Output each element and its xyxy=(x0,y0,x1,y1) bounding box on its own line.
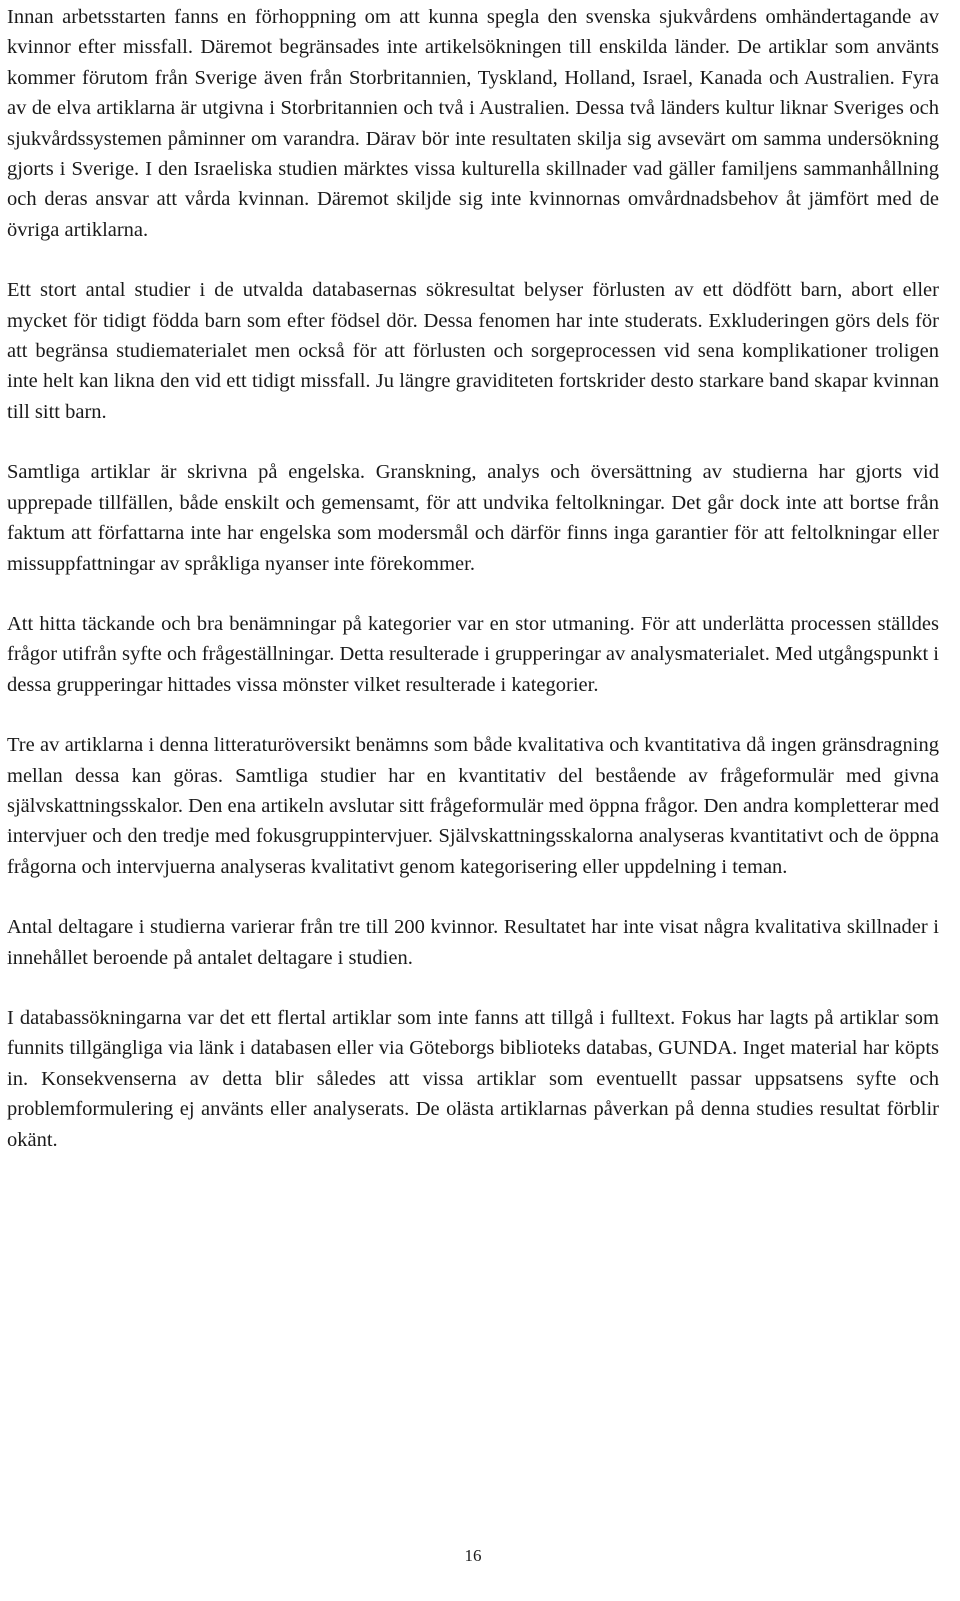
paragraph: Samtliga artiklar är skrivna på engelska. Granskning, analys och översättning av studierna har gjorts vid upprepade tillfällen, både enskilt och gemensamt, för att undvika feltolkningar. Det går dock inte att bortse från faktum att författarna inte har engelska som modersmål och därför finns inga garantier för att feltolkningar eller missuppfattningar av språkliga nyanser inte förekommer. xyxy=(7,461,939,575)
paragraph: Innan arbetsstarten fanns en förhoppning om att kunna spegla den svenska sjukvårdens omhändertagande av kvinnor efter missfall. Däremot begränsades inte artikelsökningen till enskilda länder. De artiklar som använts kommer förutom från Sverige även från Storbritannien, Tyskland, Holland, Israel, Kanada och Australien. Fyra av de elva artiklarna är utgivna i Storbritannien och två i Australien. Dessa två länders kultur liknar Sveriges och sjukvårdssystemen påminner om varandra. Därav bör inte resultaten skilja sig avsevärt om samma undersökning gjorts i Sverige. I den Israeliska studien märktes vissa kulturella skillnader vad gäller familjens sammanhållning och deras ansvar att vårda kvinnan. Däremot skiljde sig inte kvinnornas omvårdnadsbehov åt jämfört med de övriga artiklarna. xyxy=(7,6,939,241)
page-number: 16 xyxy=(464,1546,482,1565)
paragraph: Ett stort antal studier i de utvalda databasernas sökresultat belyser förlusten av ett dödfött barn, abort eller mycket för tidigt födda barn som efter födsel dör. Dessa fenomen har inte studerats. Exkluderingen görs dels för att begränsa studiematerialet men också för att förlusten och sorgeprocessen vid sena komplikationer troligen inte helt kan likna den vid ett tidigt missfall. Ju längre graviditeten fortskrider desto starkare band skapar kvinnan till sitt barn. xyxy=(7,279,939,423)
paragraph: Att hitta täckande och bra benämningar på kategorier var en stor utmaning. För att underlätta processen ställdes frågor utifrån syfte och frågeställningar. Detta resulterade i grupperingar av analysmaterialet. Med utgångspunkt i dessa grupperingar hittades vissa mönster vilket resulterade i kategorier. xyxy=(7,612,939,696)
body-text xyxy=(7,0,939,1155)
paragraph: I databassökningarna var det ett flertal artiklar som inte fanns att tillgå i fulltext. Fokus har lagts på artiklar som funnits tillgängliga via länk i databasen eller via Göteborgs biblioteks databas, GUNDA. Inget material har köpts in. Konsekvenserna av detta blir således att vissa artiklar som eventuellt passar uppsatsens syfte och problemformulering ej använts eller analyserats. De olästa artiklarnas påverkan på denna studies resultat förblir okänt. xyxy=(7,1006,939,1151)
document-page xyxy=(7,0,939,1601)
paragraph: Antal deltagare i studierna varierar från tre till 200 kvinnor. Resultatet har inte visat några kvalitativa skillnader i innehållet beroende på antalet deltagare i studien. xyxy=(7,916,939,969)
paragraph: Tre av artiklarna i denna litteraturöversikt benämns som både kvalitativa och kvantitativa då ingen gränsdragning mellan dessa kan göras. Samtliga studier har en kvantitativ del bestående av frågeformulär med givna självskattningsskalor. Den ena artikeln avslutar sitt frågeformulär med öppna frågor. Den andra kompletterar med intervjuer och den tredje med fokusgruppintervjuer. Självskattningsskalorna analyseras kvantitativt och de öppna frågorna och intervjuerna analyseras kvalitativt genom kategorisering eller uppdelning i teman. xyxy=(7,734,939,878)
